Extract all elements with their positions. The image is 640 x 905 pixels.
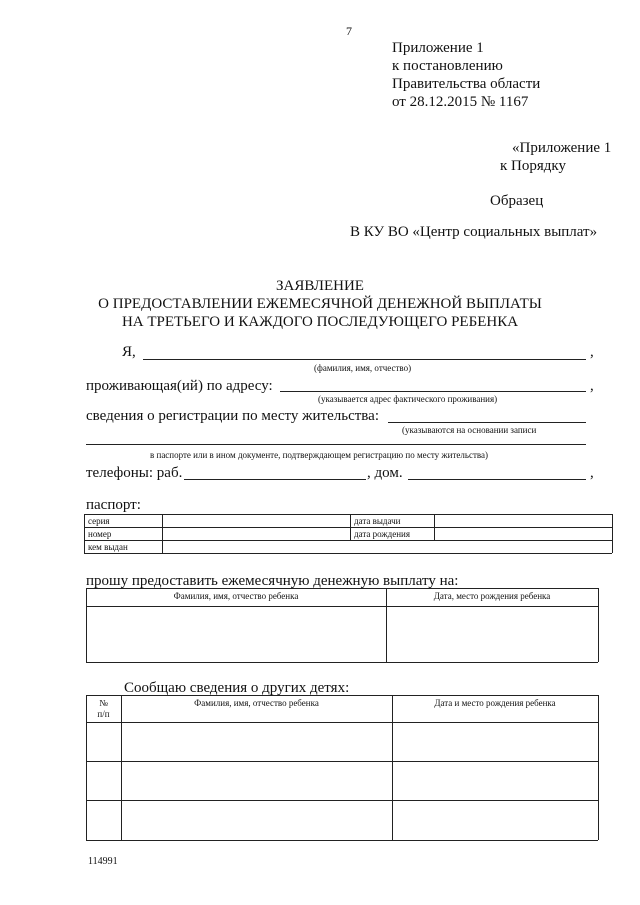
request-child-birth-field[interactable]: [387, 607, 597, 661]
registration-field[interactable]: [388, 422, 586, 423]
addressee: В КУ ВО «Центр социальных выплат»: [350, 224, 598, 240]
other-child-birth-field[interactable]: [393, 801, 597, 839]
title-line: НА ТРЕТЬЕГО И КАЖДОГО ПОСЛЕДУЮЩЕГО РЕБЕНКА: [121, 314, 519, 330]
request-col-fio: Фамилия, имя, отчество ребенка: [173, 591, 299, 601]
request-child-fio-field[interactable]: [87, 607, 385, 661]
passport-number-label: номер: [88, 529, 112, 539]
other-child-fio-field[interactable]: [122, 762, 391, 799]
phones-label: телефоны: раб.: [86, 465, 183, 481]
appendix-line: от 28.12.2015 № 1167: [392, 94, 529, 110]
appendix-line: к постановлению: [392, 58, 503, 74]
page-number: 7: [346, 24, 352, 38]
comma: ,: [590, 344, 594, 360]
other-col-no: №: [99, 698, 108, 708]
i-label: Я,: [122, 344, 136, 360]
other-col-no: п/п: [97, 709, 110, 719]
other-child-birth-field[interactable]: [393, 723, 597, 760]
passport-issued-by-field[interactable]: [163, 541, 611, 553]
footer-code: 114991: [88, 856, 118, 867]
passport-series-label: серия: [88, 516, 110, 526]
address-hint: (указывается адрес фактического проживания): [318, 394, 498, 404]
appendix-line: Правительства области: [392, 76, 541, 92]
registration-field-line2[interactable]: [86, 444, 586, 445]
passport-series-field[interactable]: [163, 515, 349, 527]
registration-hint: в паспорте или в ином документе, подтверждающем регистрацию по месту жительства): [150, 450, 489, 460]
registration-hint: (указываются на основании записи: [402, 425, 537, 435]
other-col-birth: Дата и место рождения ребенка: [434, 698, 556, 708]
home-phone-label: , дом.: [367, 465, 403, 481]
passport-number-field[interactable]: [163, 528, 349, 540]
title-line: О ПРЕДОСТАВЛЕНИИ ЕЖЕМЕСЯЧНОЙ ДЕНЕЖНОЙ ВЫПЛАТЫ: [98, 296, 542, 312]
other-child-fio-field[interactable]: [122, 801, 391, 839]
passport-issue-date-field[interactable]: [435, 515, 611, 527]
appendix-line: Приложение 1: [392, 40, 484, 56]
registration-label: сведения о регистрации по месту жительства:: [86, 408, 379, 424]
work-phone-field[interactable]: [184, 479, 366, 480]
passport-label: паспорт:: [86, 497, 141, 513]
passport-issued-by-label: кем выдан: [88, 542, 128, 552]
comma: ,: [590, 378, 594, 394]
address-label: проживающая(ий) по адресу:: [86, 378, 273, 394]
appendix-line: «Приложение 1: [512, 140, 612, 156]
other-col-fio: Фамилия, имя, отчество ребенка: [194, 698, 319, 708]
comma: ,: [590, 465, 594, 481]
other-child-fio-field[interactable]: [122, 723, 391, 760]
request-label: прошу предоставить ежемесячную денежную выплату на:: [86, 573, 459, 589]
other-children-label: Сообщаю сведения о других детях:: [124, 680, 350, 696]
passport-birth-date-label: дата рождения: [354, 529, 410, 539]
fio-field[interactable]: [143, 359, 586, 360]
fio-hint: (фамилия, имя, отчество): [314, 363, 412, 373]
other-child-birth-field[interactable]: [393, 762, 597, 799]
address-field[interactable]: [280, 391, 586, 392]
passport-issue-date-label: дата выдачи: [354, 516, 401, 526]
passport-birth-date-field[interactable]: [435, 528, 611, 540]
home-phone-field[interactable]: [408, 479, 586, 480]
sample-label: Образец: [490, 193, 544, 209]
request-col-birth: Дата, место рождения ребенка: [433, 591, 551, 601]
title-line: ЗАЯВЛЕНИЕ: [276, 278, 364, 294]
appendix-line: к Порядку: [500, 158, 566, 174]
